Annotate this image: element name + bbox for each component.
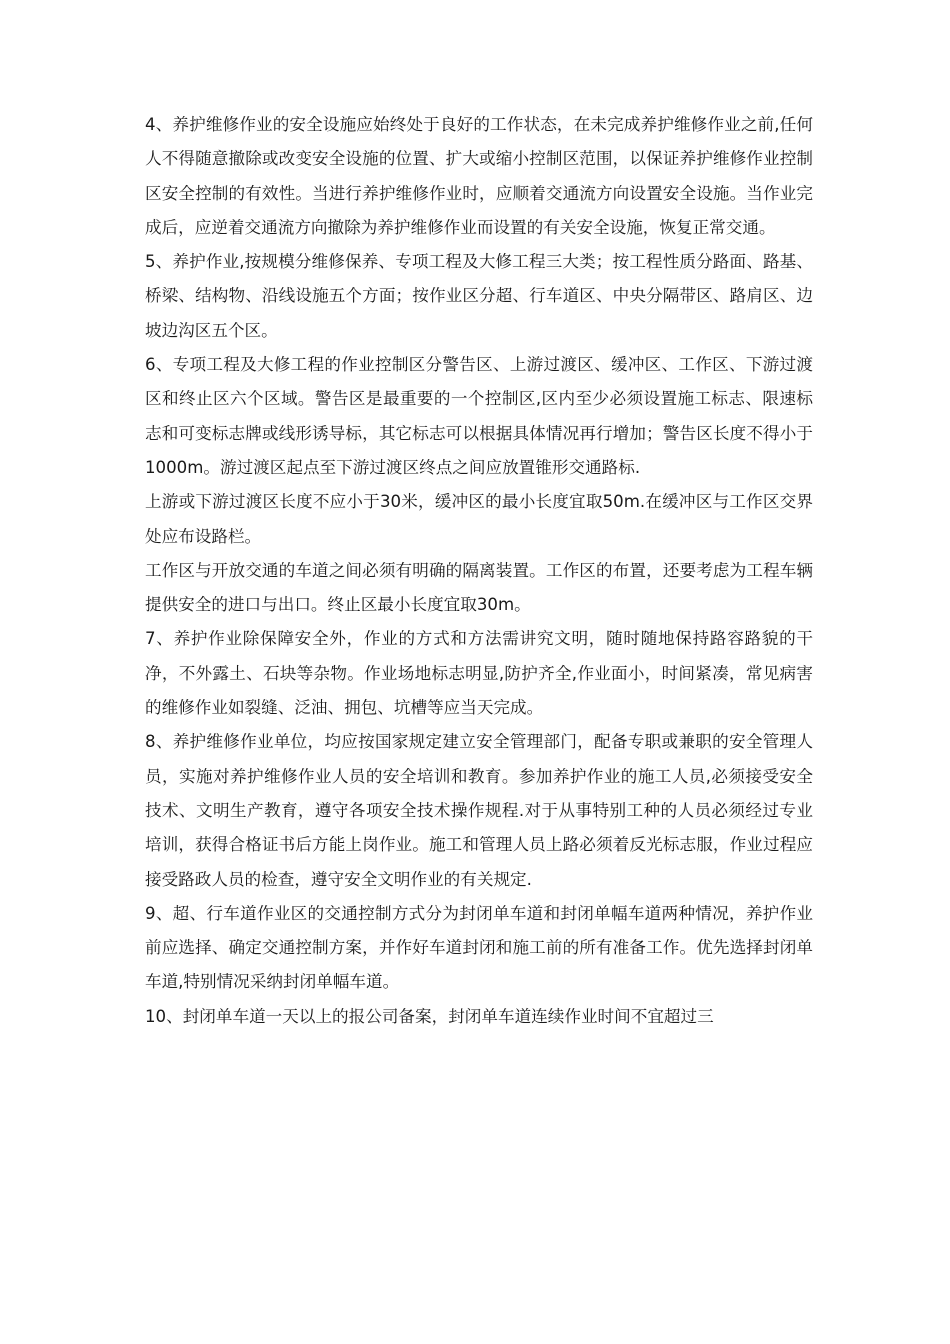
paragraph-4: 4、养护维修作业的安全设施应始终处于良好的工作状态，在未完成养护维修作业之前,任何人不得随意撤除或改变安全设施的位置、扩大或缩小控制区范围，以保证养护维修作业控制区安全控制的有效性。当进行养护维修作业时，应顺着交通流方向设置安全设施。当作业完成后，应逆着交通流方向撤除为养护维修作业而设置的有关安全设施，恢复正常交通。 xyxy=(145,115,813,237)
paragraph-work-zone: 工作区与开放交通的车道之间必须有明确的隔离装置。工作区的布置，还要考虑为工程车辆提供安全的进口与出口。终止区最小长度宜取30m。 xyxy=(145,560,813,615)
paragraph-5: 5、养护作业,按规模分维修保养、专项工程及大修工程三大类；按工程性质分路面、路基、桥梁、结构物、沿线设施五个方面；按作业区分超、行车道区、中央分隔带区、路肩区、边坡边沟区五个区。 xyxy=(145,252,813,340)
paragraph-7: 7、养护作业除保障安全外，作业的方式和方法需讲究文明，随时随地保持路容路貌的干净，不外露土、石块等杂物。作业场地标志明显,防护齐全,作业面小，时间紧凑，常见病害的维修作业如裂缝、泛油、拥包、坑槽等应当天完成。 xyxy=(145,629,813,718)
paragraph-9: 9、超、行车道作业区的交通控制方式分为封闭单车道和封闭单幅车道两种情况，养护作业前应选择、确定交通控制方案，并作好车道封闭和施工前的所有准备工作。优先选择封闭单车道,特别情况采纳封闭单幅车道。 xyxy=(145,903,813,992)
paragraph-8: 8、养护维修作业单位，均应按国家规定建立安全管理部门，配备专职或兼职的安全管理人员，实施对养护维修作业人员的安全培训和教育。参加养护作业的施工人员,必须接受安全技术、文明生产教育，遵守各项安全技术操作规程.对于从事特别工种的人员必须经过专业培训，获得合格证书后方能上岗作业。施工和管理人员上路必须着反光标志服，作业过程应接受路政人员的检查，遵守安全文明作业的有关规定. xyxy=(145,732,813,889)
paragraph-transition-zone: 上游或下游过渡区长度不应小于30米，缓冲区的最小长度宜取50m.在缓冲区与工作区交界处应布设路栏。 xyxy=(145,492,813,546)
paragraph-10: 10、封闭单车道一天以上的报公司备案，封闭单车道连续作业时间不宜超过三 xyxy=(145,1006,714,1026)
document-page xyxy=(145,108,813,1034)
paragraph-6: 6、专项工程及大修工程的作业控制区分警告区、上游过渡区、缓冲区、工作区、下游过渡区和终止区六个区域。警告区是最重要的一个控制区,区内至少必须设置施工标志、限速标志和可变标志牌或线形诱导标，其它标志可以根据具体情况再行增加；警告区长度不得小于1000m。游过渡区起点至下游过渡区终点之间应放置锥形交通路标. xyxy=(145,355,813,477)
